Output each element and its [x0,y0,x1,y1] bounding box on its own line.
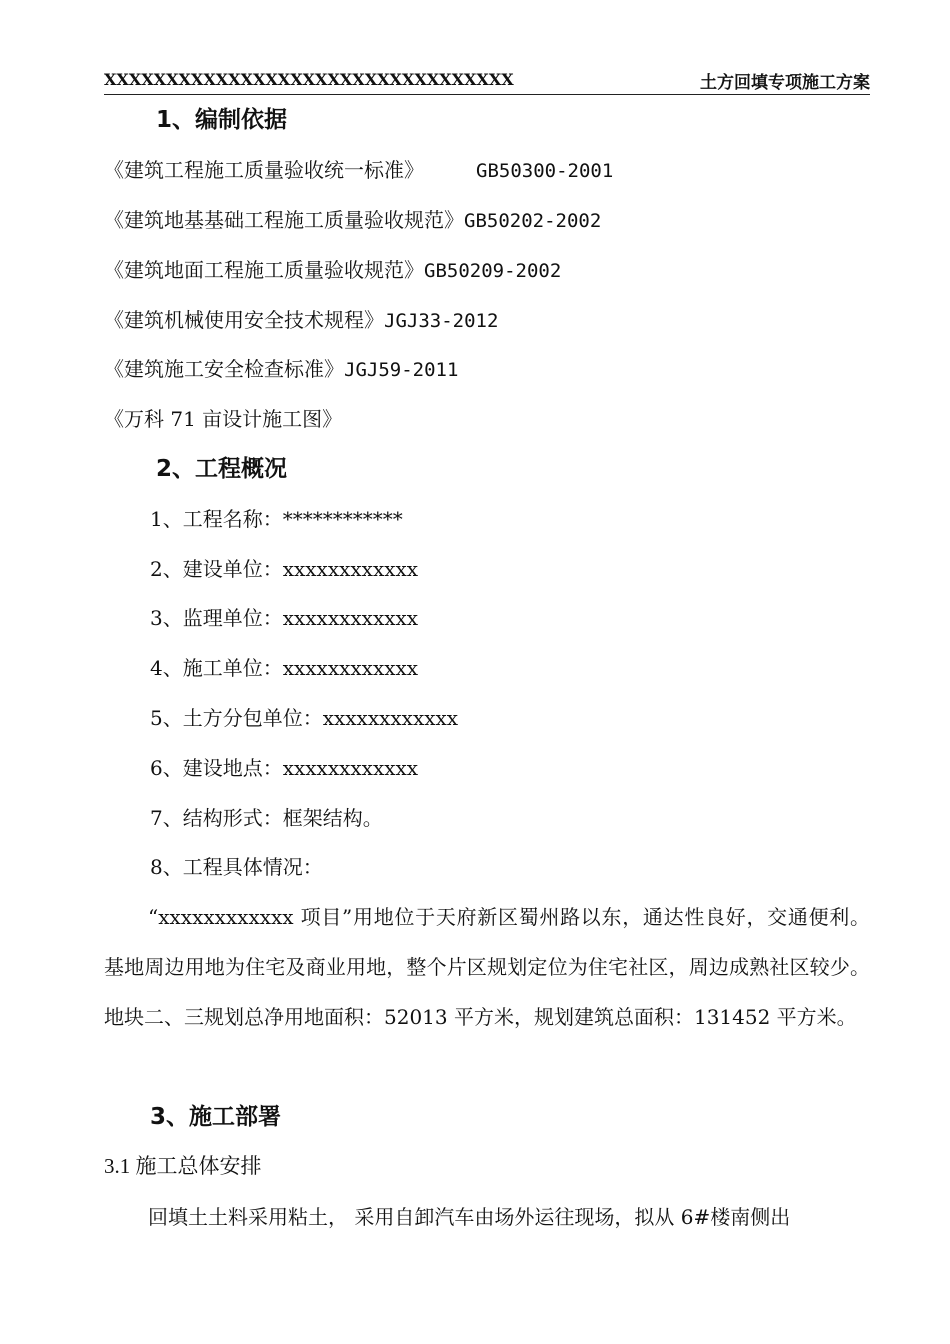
section-1-heading: 1、编制依据 [156,107,288,133]
reference-name: 《万科 71 亩设计施工图》 [104,407,343,431]
reference-3 [104,256,874,285]
reference-4 [104,306,874,335]
reference-code: GB50209-2002 [424,260,562,282]
overview-item-6: 6、建设地点：xxxxxxxxxxxx [150,756,419,780]
reference-name: 《建筑施工安全检查标准》 [104,357,344,381]
construction-arrangement-paragraph: 回填土土料采用粘土， 采用自卸汽车由场外运往现场，拟从 6#楼南侧出 [148,1205,791,1229]
reference-1 [104,156,874,185]
overview-item-2: 2、建设单位：xxxxxxxxxxxx [150,557,419,581]
reference-code: JGJ33-2012 [384,310,499,332]
reference-name: 《建筑机械使用安全技术规程》 [104,308,384,332]
project-description-paragraph: “xxxxxxxxxxxx 项目”用地位于天府新区蜀州路以东，通达性良好，交通便利。基地周边用地为住宅及商业用地，整个片区规划定位为住宅社区，周边成熟社区较少。地块二、三规划总净用地面积：52013 平方米，规划建筑总面积：131452 平方米。 [104,905,870,1029]
reference-5 [104,355,874,384]
reference-name: 《建筑工程施工质量验收统一标准》 [104,158,424,182]
section-2-heading: 2、工程概况 [156,456,288,482]
overview-item-4: 4、施工单位：xxxxxxxxxxxx [150,656,419,680]
reference-code: GB50202-2002 [464,210,602,232]
reference-6 [104,405,874,434]
section-3-heading: 3、施工部署 [150,1104,282,1130]
subsection-3-1-heading: 3.1 施工总体安排 [104,1154,262,1178]
page-header [104,68,870,95]
reference-code: JGJ59-2011 [344,359,459,381]
reference-name: 《建筑地面工程施工质量验收规范》 [104,258,424,282]
reference-name: 《建筑地基基础工程施工质量验收规范》 [104,208,464,232]
overview-item-1: 1、工程名称：************ [150,507,403,531]
reference-2 [104,206,874,235]
overview-item-8: 8、工程具体情况： [150,855,323,879]
reference-code: GB50300-2001 [476,160,614,182]
overview-item-7: 7、结构形式：框架结构。 [150,806,383,830]
overview-item-3: 3、监理单位：xxxxxxxxxxxx [150,606,419,630]
overview-item-5: 5、土方分包单位：xxxxxxxxxxxx [150,706,459,730]
header-document-title: 土方回填专项施工方案 [700,73,870,93]
header-project-name: XXXXXXXXXXXXXXXXXXXXXXXXXXXXXXXXX [104,70,514,89]
